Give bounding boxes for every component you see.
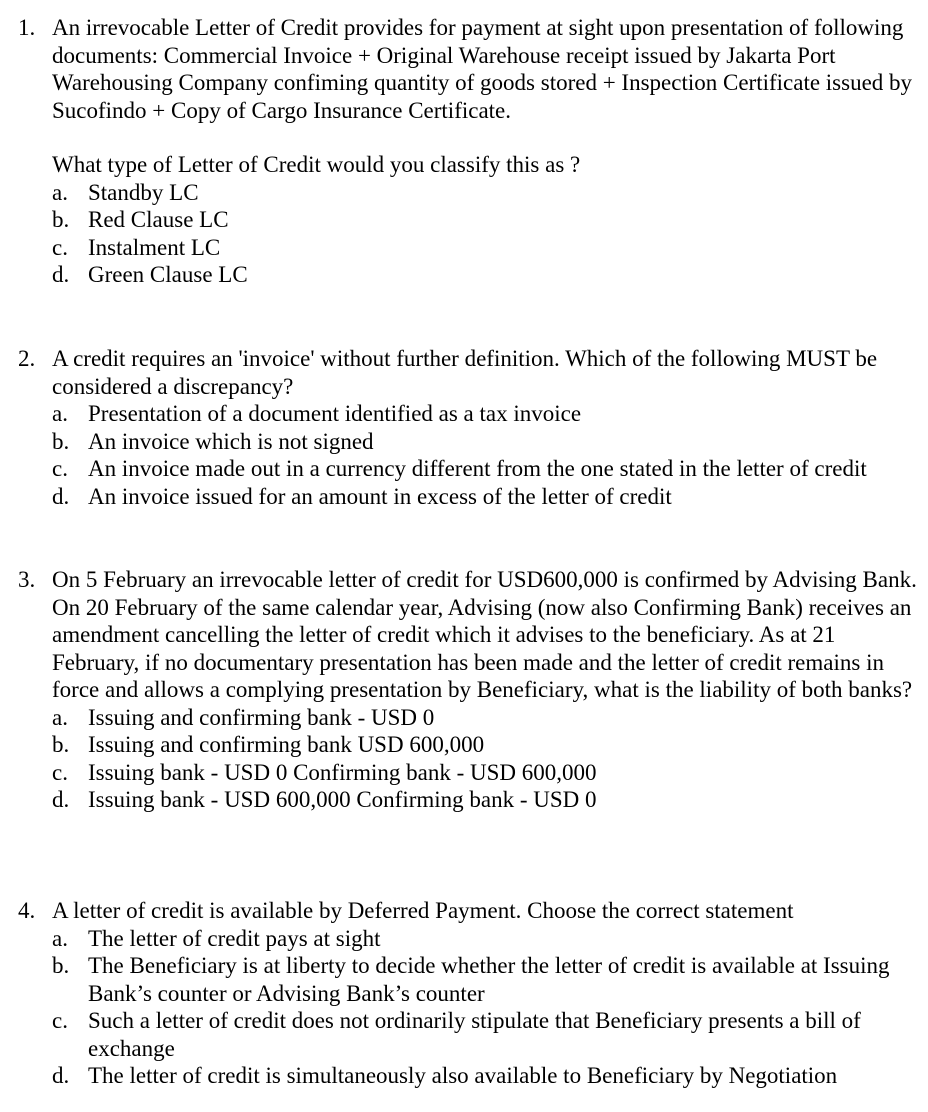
option-letter: d. [52,1063,70,1088]
question-number: 3. [18,567,36,592]
option-a[interactable] [52,179,918,207]
question-number: 4. [18,898,36,923]
option-d[interactable] [52,261,918,289]
question-number: 2. [18,346,36,371]
option-letter: a. [52,925,68,951]
question-text: On 5 February an irrevocable letter of credit for USD600,000 is confirmed by Advising Bank. On 20 February of the same calendar year, Advising (now also Confirming Bank) receives an amendment cancelling the letter of credit which it advises to the beneficiary. As at 21 February, if no documentary presentation has been made and the letter of credit remains in force and allows a complying presentation by Beneficiary, what is the liability of both banks? [52,567,917,702]
option-b[interactable] [52,731,918,759]
question-4 [18,897,918,1090]
option-d[interactable] [52,483,918,511]
option-text: Issuing bank - USD 600,000 Confirming bank - USD 0 [88,787,597,812]
option-letter: b. [52,732,70,757]
option-text: Such a letter of credit does not ordinarily stipulate that Beneficiary presents a bill of exchange [88,1008,861,1061]
option-list [52,925,918,1090]
option-list [52,400,918,510]
option-letter: b. [52,428,70,454]
option-c[interactable] [52,759,918,787]
option-text: Instalment LC [88,234,221,260]
option-letter: c. [52,234,68,260]
option-letter: d. [52,483,70,509]
option-letter: d. [52,787,70,812]
option-text: Issuing and confirming bank - USD 0 [88,704,435,730]
option-text: The letter of credit is simultaneously also available to Beneficiary by Negotiation [88,1063,838,1088]
option-letter: c. [52,759,68,785]
option-text: The Beneficiary is at liberty to decide whether the letter of credit is available at Issuing Bank’s counter or Advising Bank’s counter [88,953,890,1006]
option-text: Green Clause LC [88,262,248,287]
option-text: Issuing and confirming bank USD 600,000 [88,732,485,757]
option-d[interactable] [52,1062,918,1090]
option-letter: b. [52,953,70,978]
option-letter: b. [52,207,70,232]
option-text: An invoice issued for an amount in excess of the letter of credit [88,483,672,509]
question-1 [18,14,918,289]
option-text: An invoice made out in a currency different from the one stated in the letter of credit [88,456,867,481]
option-b[interactable] [52,206,918,234]
question-text: A credit requires an 'invoice' without further definition. Which of the following MUST be considered a discrepancy? [52,346,878,399]
option-letter: c. [52,456,68,481]
option-text: Issuing bank - USD 0 Confirming bank - USD 600,000 [88,759,597,785]
option-d[interactable] [52,786,918,814]
option-b[interactable] [52,428,918,456]
option-text: Red Clause LC [88,207,229,232]
option-letter: a. [52,401,68,426]
option-letter: a. [52,704,68,730]
option-c[interactable] [52,455,918,483]
option-text: The letter of credit pays at sight [88,925,381,951]
option-list [52,704,918,814]
option-c[interactable] [52,1007,918,1062]
question-text: A letter of credit is available by Deferred Payment. Choose the correct statement [52,898,794,923]
option-a[interactable] [52,704,918,732]
option-text: Presentation of a document identified as a tax invoice [88,401,582,426]
question-2 [18,345,918,510]
option-list [52,179,918,289]
question-text: An irrevocable Letter of Credit provides for payment at sight upon presentation of following documents: Commercial Invoice + Original Warehouse receipt issued by Jakarta Port Warehousing Company confiming quantity of goods stored + Inspection Certificate issued by Sucofindo + Copy of Cargo Insurance Certificate. [52,15,913,123]
option-letter: c. [52,1008,68,1033]
option-a[interactable] [52,400,918,428]
option-letter: d. [52,262,70,287]
question-3 [18,566,918,814]
question-number: 1. [18,15,36,40]
option-a[interactable] [52,925,918,953]
option-letter: a. [52,179,68,205]
option-text: An invoice which is not signed [88,428,374,454]
option-b[interactable] [52,952,918,1007]
option-text: Standby LC [88,179,199,205]
question-prompt: What type of Letter of Credit would you classify this as ? [52,152,581,177]
option-c[interactable] [52,234,918,262]
